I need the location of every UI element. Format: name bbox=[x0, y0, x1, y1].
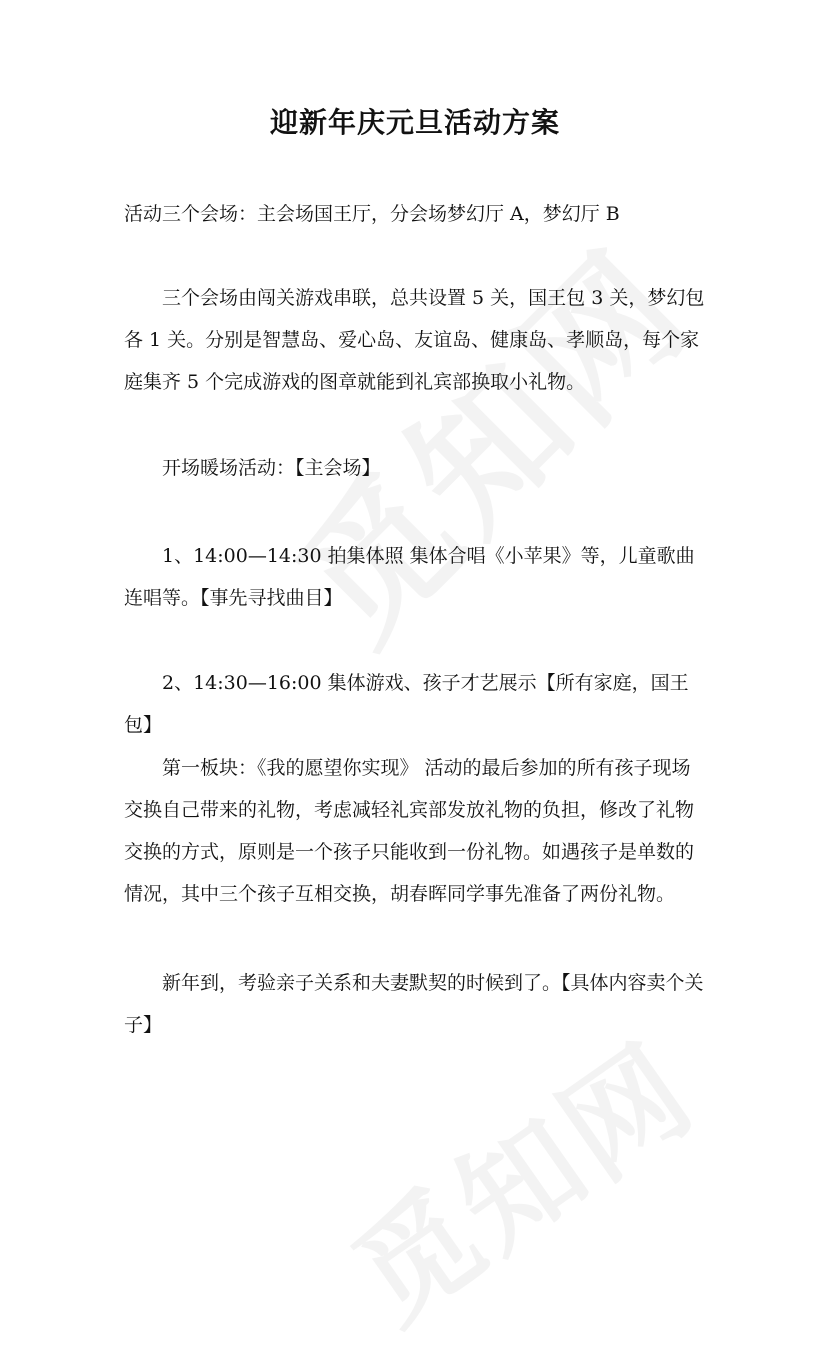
first-section-paragraph: 第一板块：《我的愿望你实现》 活动的最后参加的所有孩子现场交换自己带来的礼物，考虑减轻礼宾部发放礼物的负担，修改了礼物交换的方式，原则是一个孩子只能收到一份礼物。如遇孩子是单数的情况，其中三个孩子互相交换，胡春晖同学事先准备了两份礼物。 bbox=[124, 757, 695, 905]
games-paragraph: 三个会场由闯关游戏串联，总共设置 5 关，国王包 3 关，梦幻包各 1 关。分别是智慧岛、爱心岛、友谊岛、健康岛、孝顺岛，每个家庭集齐 5 个完成游戏的图章就能到礼宾部换取小礼物。 bbox=[124, 287, 705, 393]
document-title: 迎新年庆元旦活动方案 bbox=[269, 106, 560, 139]
schedule-item-1: 1、14:00—14:30 拍集体照 集体合唱《小苹果》等，儿童歌曲连唱等。【事先寻找曲目】 bbox=[124, 545, 695, 609]
venue-paragraph: 活动三个会场：主会场国王厅，分会场梦幻厅 A，梦幻厅 B bbox=[124, 203, 620, 225]
new-year-paragraph: 新年到，考验亲子关系和夫妻默契的时候到了。【具体内容卖个关子】 bbox=[124, 972, 704, 1036]
schedule-item-2: 2、14:30—16:00 集体游戏、孩子才艺展示【所有家庭，国王包】 bbox=[124, 672, 689, 736]
opening-heading: 开场暖场活动：【主会场】 bbox=[162, 457, 381, 479]
